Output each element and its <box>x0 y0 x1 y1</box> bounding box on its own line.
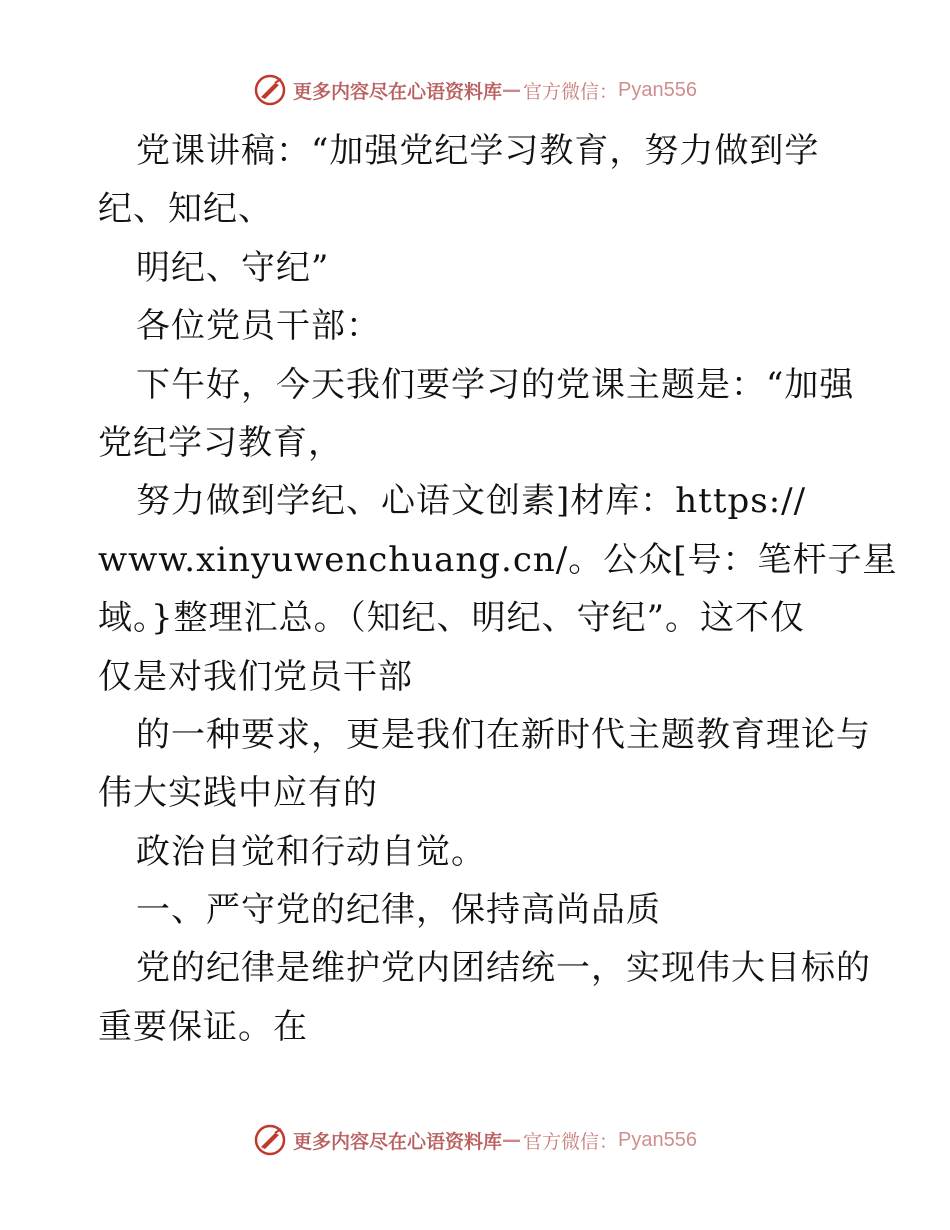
text-line: 域。}整理汇总。（知纪、明纪、守纪”。这不仅 <box>98 598 806 639</box>
banner-slogan: 更多内容尽在心语资料库 <box>293 1130 503 1153</box>
text-line: 党的纪律是维护党内团结统一，实现伟大目标的 <box>136 948 871 989</box>
quill-pen-circle-icon <box>253 1123 287 1157</box>
text-line: 努力做到学纪、心语文创素]材库：https:// <box>136 481 807 522</box>
text-line: 明纪、守纪” <box>136 247 330 288</box>
text-line: 政治自觉和行动自觉。 <box>136 831 486 872</box>
header-banner <box>0 70 950 110</box>
footer-banner <box>0 1120 950 1160</box>
text-line: 纪、知纪、 <box>98 189 273 230</box>
banner-wechat-label: 官方微信： <box>523 1130 619 1153</box>
text-line: 党纪学习教育， <box>98 422 343 463</box>
text-line: 重要保证。在 <box>98 1006 308 1047</box>
text-line: 伟大实践中应有的 <box>98 773 378 814</box>
banner-slogan: 更多内容尽在心语资料库 <box>293 80 503 103</box>
banner-wechat-id: Pyan556 <box>618 1128 697 1151</box>
text-line: 各位党员干部： <box>136 306 381 347</box>
section-heading: 一、严守党的纪律，保持高尚品质 <box>136 890 661 931</box>
text-line: 的一种要求，更是我们在新时代主题教育理论与 <box>136 714 871 755</box>
text-line: 下午好，今天我们要学习的党课主题是：“加强 <box>136 364 855 405</box>
text-line: www.xinyuwenchuang.cn/。公众[号：笔杆子星 <box>98 539 898 580</box>
banner-separator: — <box>502 1129 522 1151</box>
document-body <box>98 122 898 1056</box>
banner-separator: — <box>502 79 522 101</box>
text-line: 党课讲稿：“加强党纪学习教育，努力做到学 <box>136 131 820 171</box>
quill-pen-circle-icon <box>253 73 287 107</box>
banner-wechat-label: 官方微信： <box>523 80 619 103</box>
text-line: 仅是对我们党员干部 <box>98 656 413 697</box>
banner-wechat-id: Pyan556 <box>618 78 697 101</box>
